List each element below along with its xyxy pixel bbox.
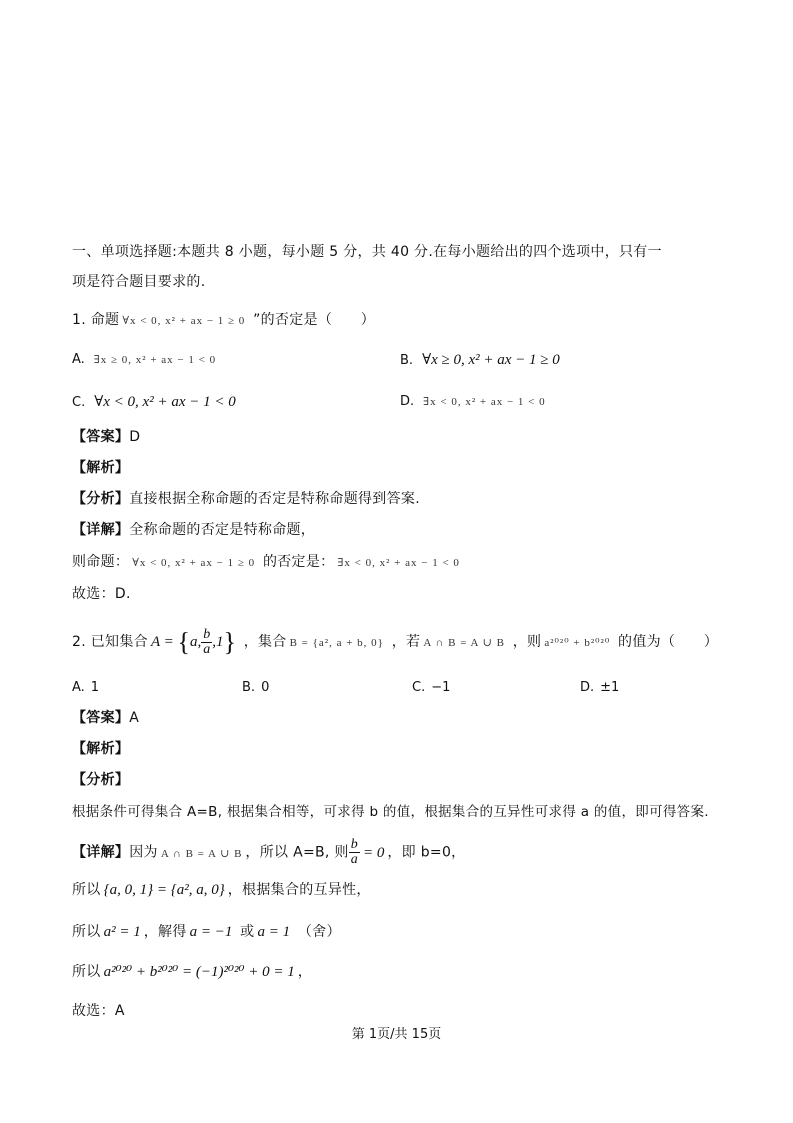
q1-stem: [72, 310, 375, 331]
q1-stem-post: ”的否定是（ ）: [253, 312, 376, 328]
q1-conclusion-math1: ∀x < 0, x² + ax − 1 ≥ 0: [132, 557, 256, 569]
q2-stem: 2. 已知集合 A = {a, $\frac{b}{a}$ ,1} ，集合 B = {a², a + b, 0} ，若 A ∩ B = A ∪ B ，则 a²⁰²⁰ + b²⁰²⁰ 的值为（ ）: [72, 627, 719, 657]
q2-answer: [72, 708, 139, 728]
q1-conclusion-math2: ∃x < 0, x² + ax − 1 < 0: [337, 557, 460, 569]
q1-conclusion: 则命题： ∀x < 0, x² + ax − 1 ≥ 0 的否定是： ∃x < 0, x² + ax − 1 < 0: [72, 552, 463, 573]
q1-analysis-tag: 【解析】: [72, 460, 130, 476]
q2-set-b: B = {a², a + b, 0}: [289, 636, 384, 649]
q2-answer-tag: 【答案】: [72, 710, 130, 726]
q1-option-b: B. ∀x ≥ 0, x² + ax − 1 ≥ 0: [400, 352, 560, 368]
q1-number: 1.: [72, 312, 86, 328]
q1-fenxi-text: 直接根据全称命题的否定是特称命题得到答案.: [129, 491, 420, 507]
q2-fenxi-text: 根据条件可得集合 A=B, 根据集合相等，可求得 b 的值，根据集合的互异性可求得 a 的值，即可得答案.: [72, 804, 709, 820]
q2-analysis-tag: 【解析】: [72, 741, 130, 757]
q2-option-d: D. ±1: [580, 680, 620, 695]
q2-condition: A ∩ B = A ∪ B: [423, 636, 505, 649]
q2-xiangjie: 【详解】因为 A ∩ B = A ∪ B ，所以 A=B, 则 $\frac{b}{a}$ = 0 ，即 b=0，: [72, 837, 466, 867]
q2-option-a: A. 1: [72, 680, 100, 695]
q1-fenxi-tag: 【分析】: [72, 491, 130, 507]
q1-xiangjie-tag: 【详解】: [72, 522, 130, 538]
q2-stem-pre: 已知集合: [90, 633, 148, 650]
q1-answer: [72, 427, 140, 447]
q1-stem-math: ∀x < 0, x² + ax − 1 ≥ 0: [122, 315, 246, 327]
q2-step2: 所以 a² = 1 ，解得 a = −1 或 a = 1 （舍）: [72, 924, 341, 940]
q2-option-c: C. −1: [412, 680, 451, 695]
q2-xiangjie-tag: 【详解】: [72, 844, 130, 861]
q2-set-a: A = {a, $\frac{b}{a}$ ,1}: [150, 627, 236, 657]
q2-option-b: B. 0: [242, 680, 270, 695]
q1-fenxi: [72, 489, 420, 509]
q1-xiangjie-text: 全称命题的否定是特称命题，: [129, 522, 316, 538]
section-heading-line1: 一、单项选择题:本题共 8 小题，每小题 5 分，共 40 分.在每小题给出的四个选项中，只有一: [72, 244, 662, 260]
q1-option-c: C. ∀x < 0, x² + ax − 1 < 0: [72, 394, 236, 410]
q1-choose: 故选：D.: [72, 586, 131, 602]
q1-xiangjie: [72, 520, 315, 540]
q2-step1: 所以 {a, 0, 1} = {a², a, 0} ，根据集合的互异性，: [72, 882, 371, 898]
section-heading-line2: 项是符合题目要求的.: [72, 274, 206, 290]
q2-step3: 所以 a²⁰²⁰ + b²⁰²⁰ = (−1)²⁰²⁰ + 0 = 1 ，: [72, 964, 313, 980]
q1-option-d: D. ∃x < 0, x² + ax − 1 < 0: [400, 394, 546, 409]
q2-xiangjie-fraction: $\frac{b}{a}$: [350, 837, 358, 867]
q1-stem-pre: 命题: [90, 312, 120, 328]
q1-answer-value: D: [129, 429, 141, 445]
q1-answer-tag: 【答案】: [72, 429, 130, 445]
q2-expression: a²⁰²⁰ + b²⁰²⁰: [544, 636, 611, 649]
q2-fenxi-tag: 【分析】: [72, 772, 130, 788]
q2-choose: 故选：A: [72, 1003, 125, 1019]
q2-set-a-fraction: $\frac{b}{a}$: [203, 627, 211, 657]
q2-number: 2.: [72, 633, 86, 650]
q1-option-a: A. ∃x ≥ 0, x² + ax − 1 < 0: [72, 352, 217, 367]
page-footer: 第 1页/共 15页: [351, 1027, 442, 1042]
q2-answer-value: A: [129, 710, 140, 726]
